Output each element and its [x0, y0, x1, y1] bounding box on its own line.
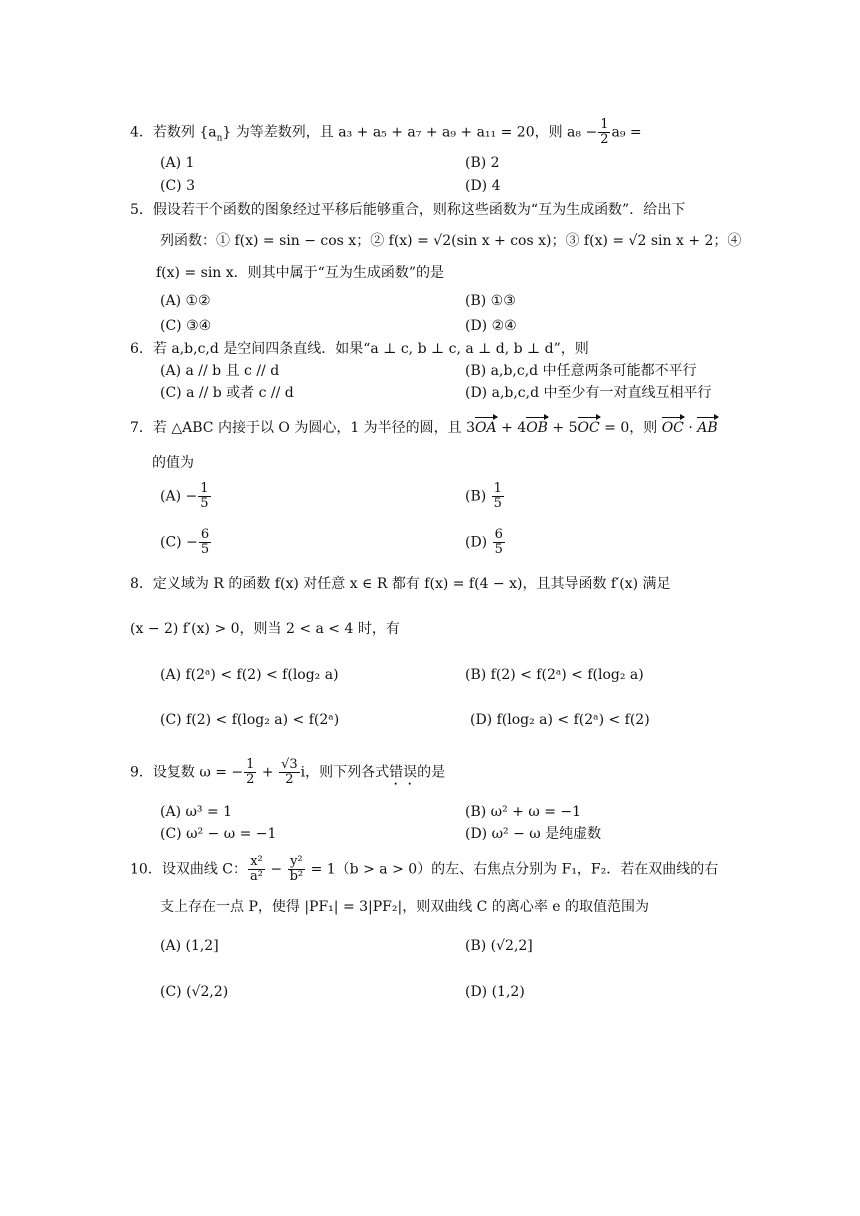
q4-stem: [130, 118, 642, 147]
q9-plus: +: [257, 764, 279, 781]
q10-minus: −: [265, 861, 287, 878]
q6-option-a: (A) a // b 且 c // d: [160, 363, 280, 379]
q9-stem-a: 9．设复数 ω = −: [130, 764, 244, 781]
q5-option-a: (A) ①②: [160, 293, 211, 309]
q10-f1-top: x²: [250, 854, 263, 869]
q4-option-c: (C) 3: [160, 178, 195, 194]
q9-f2-bot: 2: [285, 772, 294, 787]
q7-option-a-frac: [198, 482, 210, 511]
q7-d-top: 6: [494, 527, 503, 542]
q7-line2: 的值为: [152, 455, 194, 471]
q4-stem-sub: n: [216, 133, 223, 144]
q7-plus5: + 5: [547, 420, 578, 436]
q10-stem-a: 10．设双曲线 C：: [130, 861, 247, 878]
q10-option-c: (C) (√2,2): [160, 984, 229, 1000]
q7-option-b-label: (B): [465, 488, 487, 505]
q7-stem: [130, 419, 718, 437]
q7-b-top: 1: [493, 481, 502, 496]
q8-option-c: (C) f(2) < f(log₂ a) < f(2ᵃ): [160, 712, 340, 728]
q7-a-bot: 5: [200, 496, 209, 511]
q9-f1-bot: 2: [246, 772, 255, 787]
vector-oa: OA: [475, 420, 497, 436]
q7-option-c-frac: [199, 528, 211, 557]
q7-option-b: [465, 482, 505, 511]
q10-frac-2: [288, 855, 306, 884]
q4-option-a: (A) 1: [160, 155, 195, 171]
q9-stem: [130, 758, 445, 789]
q8-line1: 8．定义域为 R 的函数 f(x) 对任意 x ∈ R 都有 f(x) = f(4 − x)，且其导函数 f′(x) 满足: [130, 576, 671, 592]
q10-option-d: (D) (1,2): [465, 984, 525, 1000]
q7-dot: ·: [683, 420, 698, 436]
q5-line3: f(x) = sin x．则其中属于“互为生成函数”的是: [156, 265, 444, 281]
q6-option-d: (D) a,b,c,d 中至少有一对直线互相平行: [465, 385, 712, 401]
vector-oc-2: OC: [661, 420, 684, 436]
q7-a-top: 1: [200, 481, 209, 496]
q7-stem-a: 7．若 △ABC 内接于以 O 为圆心，1 为半径的圆，且 3: [130, 420, 476, 436]
q7-option-b-frac: [492, 482, 504, 511]
q4-fraction: [598, 118, 610, 147]
q7-option-c: [160, 528, 212, 557]
q7-option-a: [160, 482, 212, 511]
q6-stem: 6．若 a,b,c,d 是空间四条直线．如果“a ⊥ c, b ⊥ c, a ⊥ d, b ⊥ d”，则: [130, 341, 589, 357]
q5-option-b: (B) ①③: [465, 293, 516, 309]
q4-frac-top: 1: [600, 117, 609, 132]
q7-d-bot: 5: [494, 542, 503, 557]
q7-c-top: 6: [200, 527, 210, 542]
q5-option-d: (D) ②④: [465, 318, 517, 334]
q5-line2: 列函数：① f(x) = sin − cos x；② f(x) = √2(sin x + cos x)；③ f(x) = √2 sin x + 2；④: [160, 233, 742, 249]
q10-option-b: (B) (√2,2]: [465, 938, 533, 954]
q10-option-a: (A) (1,2]: [160, 938, 219, 954]
q7-option-d-frac: [493, 528, 505, 557]
q9-frac-2: [279, 758, 300, 787]
q10-f2-top: y²: [290, 854, 303, 869]
q4-stem-end: a₉ =: [611, 124, 642, 141]
q10-stem-b: = 1（b > a > 0）的左、右焦点分别为 F₁，F₂．若在双曲线的右: [306, 861, 719, 878]
vector-ab: AB: [697, 420, 718, 436]
q6-option-c: (C) a // b 或者 c // d: [160, 385, 294, 401]
vector-ob: OB: [526, 420, 548, 436]
vector-oc: OC: [577, 420, 600, 436]
q9-f2-top: √3: [281, 757, 298, 772]
q10-frac-1: [248, 855, 265, 884]
q9-frac-1: [244, 758, 256, 787]
q7-c-bot: 5: [200, 542, 210, 557]
q9-stem-emphasis: 错误: [389, 764, 418, 781]
q8-option-a: (A) f(2ᵃ) < f(2) < f(log₂ a): [160, 667, 339, 683]
q10-line2: 支上存在一点 P，使得 |PF₁| = 3|PF₂|，则双曲线 C 的离心率 e 的取值范围为: [160, 899, 650, 915]
q4-stem-a: 4．若数列 {a: [130, 124, 217, 141]
q9-stem-c: 的是: [417, 764, 446, 781]
q7-eq0: = 0，则: [599, 420, 662, 436]
q10-f1-bot: a²: [249, 869, 263, 884]
q9-option-d: (D) ω² − ω 是纯虚数: [465, 826, 602, 842]
q7-option-d: [465, 528, 506, 557]
q5-line1: 5．假设若干个函数的图象经过平移后能够重合，则称这些函数为“互为生成函数”．给出下: [130, 202, 686, 218]
q4-frac-bot: 2: [600, 132, 609, 147]
q10-f2-bot: b²: [289, 869, 304, 884]
q4-stem-mid: } 为等差数列，且 a₃ + a₅ + a₇ + a₉ + a₁₁ = 20，则 a₈ −: [222, 124, 598, 141]
q7-option-a-label: (A) −: [160, 488, 198, 505]
q4-option-b: (B) 2: [465, 155, 500, 171]
q8-option-b: (B) f(2) < f(2ᵃ) < f(log₂ a): [465, 667, 644, 683]
q9-stem-b: i，则下列各式: [300, 764, 390, 781]
q6-option-b: (B) a,b,c,d 中任意两条可能都不平行: [465, 363, 697, 379]
q4-option-d: (D) 4: [465, 178, 501, 194]
q9-f1-top: 1: [246, 757, 255, 772]
q8-line2: (x − 2) f′(x) > 0，则当 2 < a < 4 时，有: [130, 621, 400, 637]
q7-option-c-label: (C) −: [160, 534, 198, 551]
q7-option-d-label: (D): [465, 534, 488, 551]
q5-option-c: (C) ③④: [160, 318, 212, 334]
q10-stem: [130, 855, 718, 884]
q9-option-a: (A) ω³ = 1: [160, 804, 233, 820]
q8-option-d: (D) f(log₂ a) < f(2ᵃ) < f(2): [470, 712, 650, 728]
q7-plus4: + 4: [496, 420, 527, 436]
q9-option-c: (C) ω² − ω = −1: [160, 826, 277, 842]
q9-option-b: (B) ω² + ω = −1: [465, 804, 582, 820]
q7-b-bot: 5: [493, 496, 502, 511]
